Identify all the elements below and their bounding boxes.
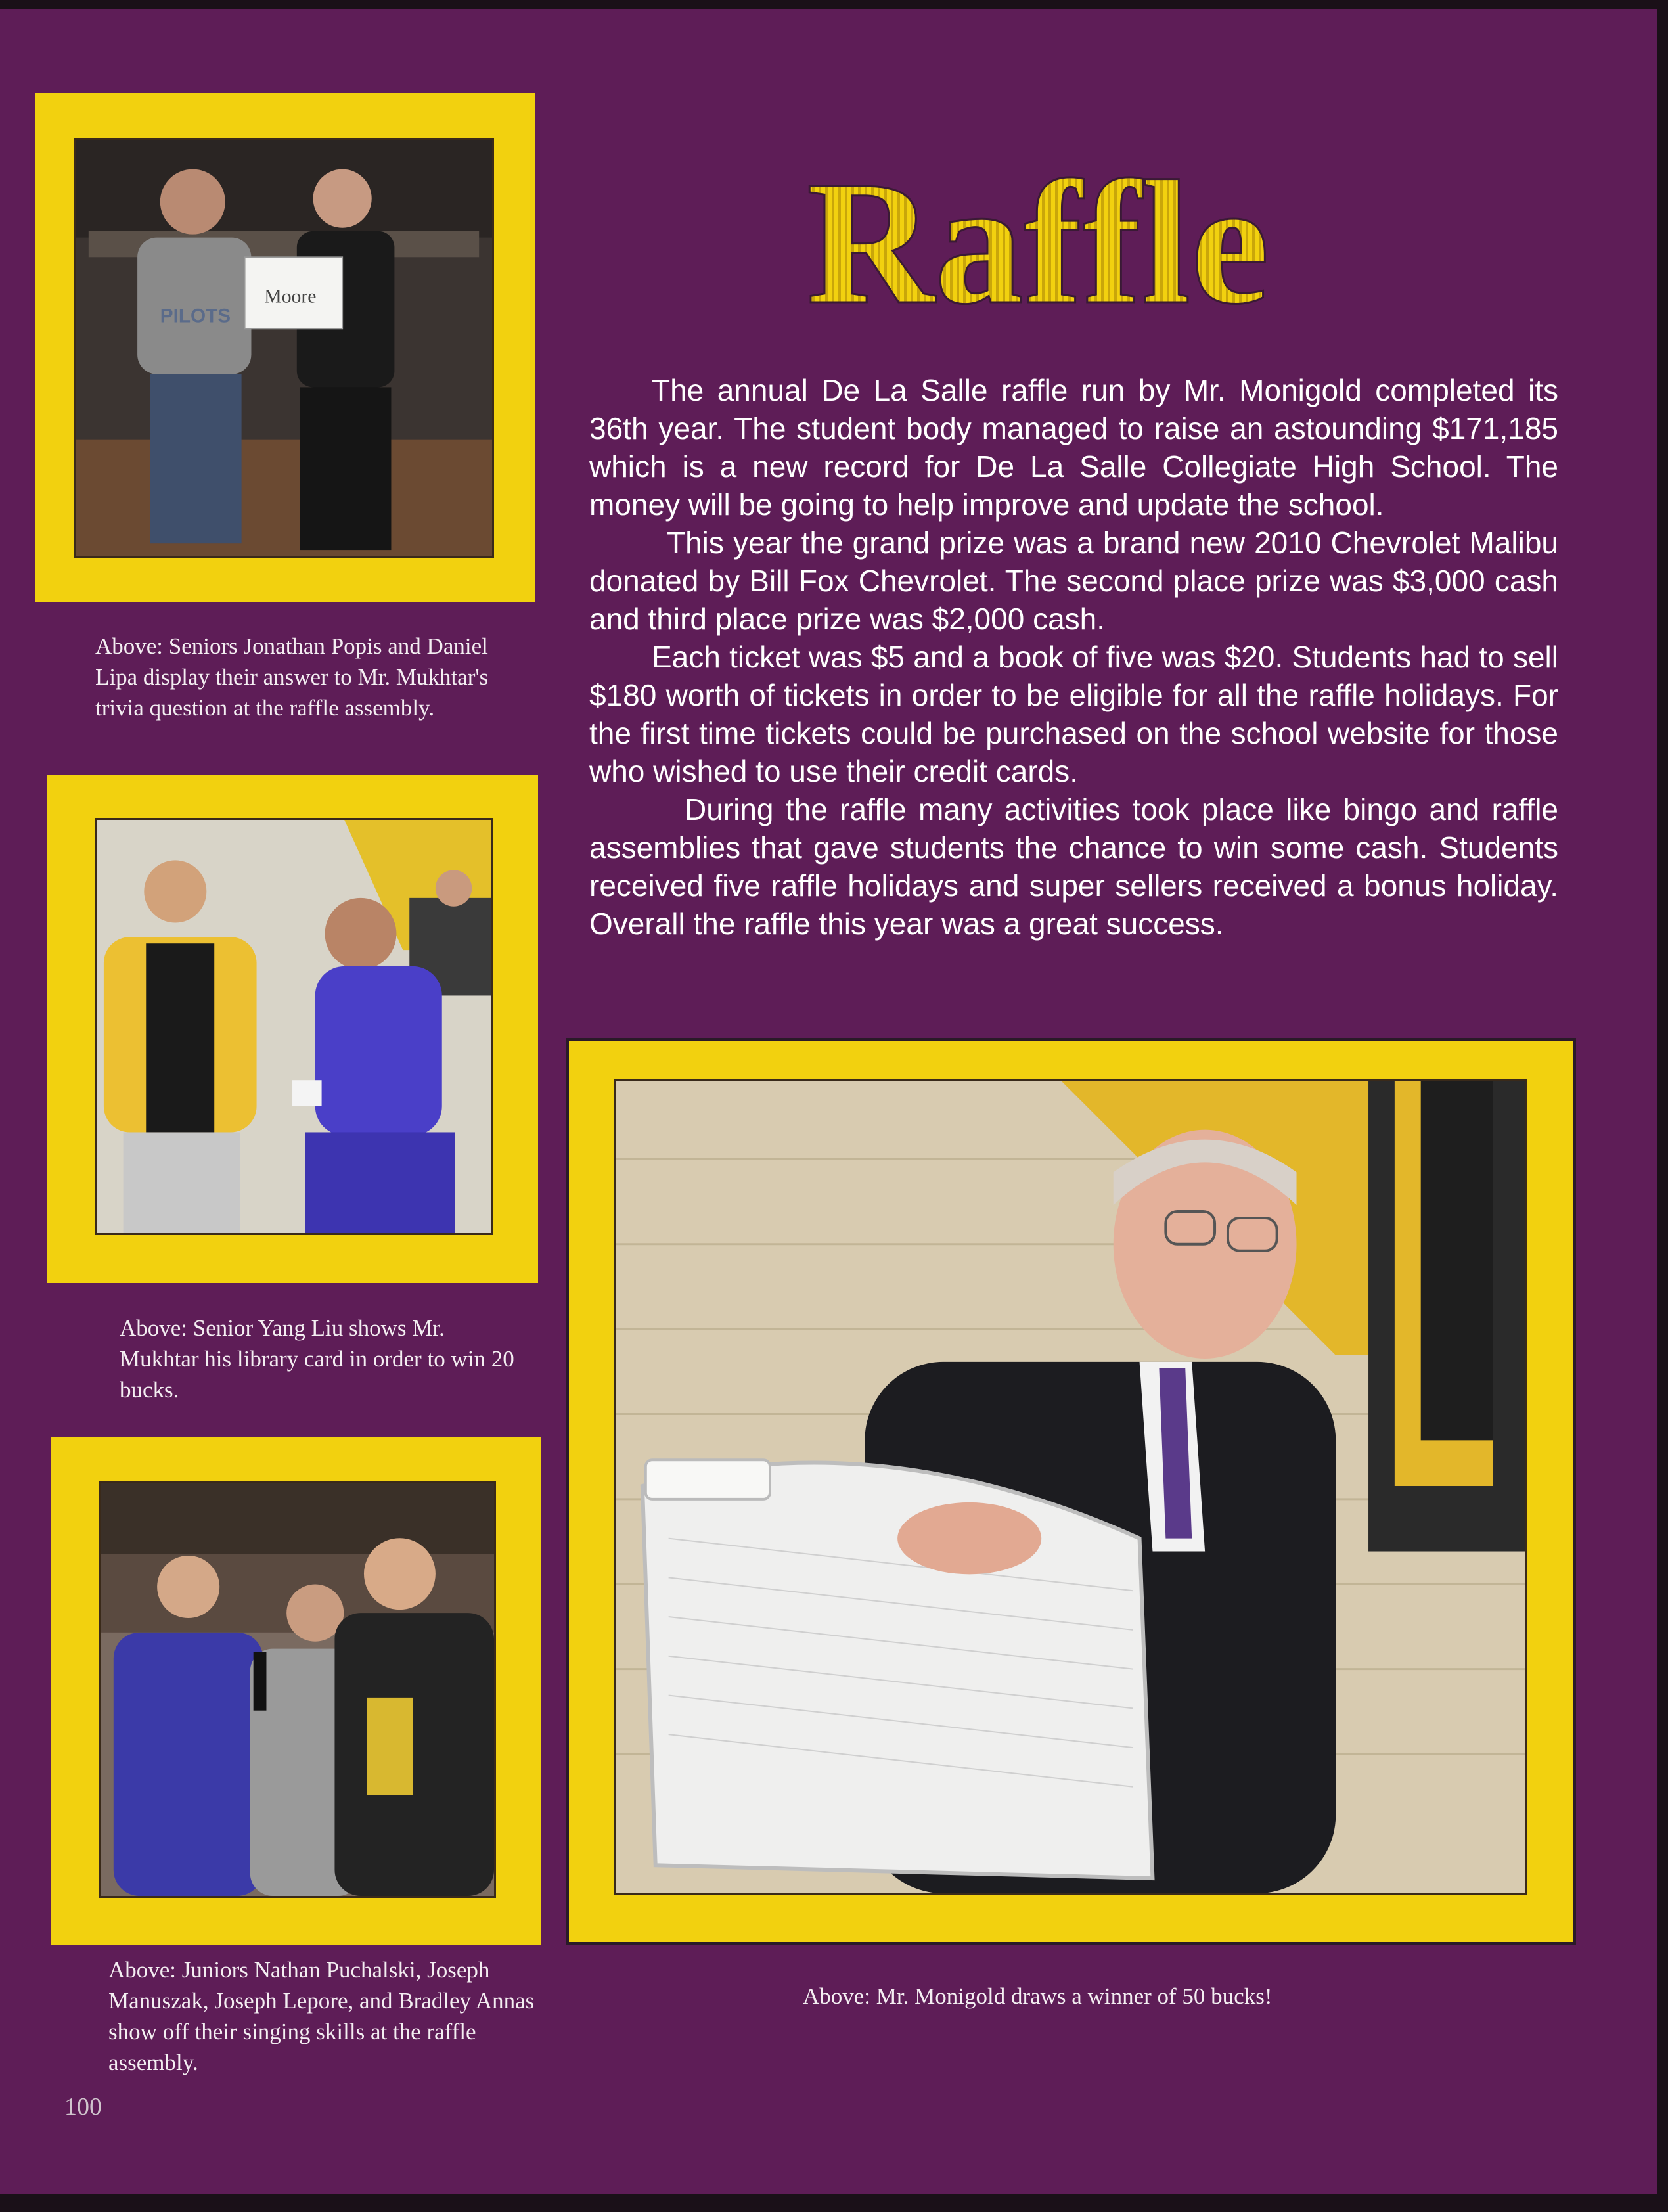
caption-photo-1: Above: Seniors Jonathan Popis and Daniel Lipa display their answer to Mr. Mukhtar's trivia question at the raffle assembly. xyxy=(95,633,489,721)
photo-juniors-singing xyxy=(99,1481,496,1898)
caption-photo-4: Above: Mr. Monigold draws a winner of 50 bucks! xyxy=(803,1983,1273,2009)
scan-edge-right xyxy=(1657,0,1668,2212)
shirt-text: PILOTS xyxy=(160,305,231,327)
whiteboard-text: Moore xyxy=(264,286,317,307)
paragraph-1: The annual De La Salle raffle run by Mr. Monigold completed its 36th year. The student body managed to raise an astounding $171,185 which is a new record for De La Salle Collegiate High School. The money will be going to help improve and update the school. xyxy=(589,373,1558,522)
caption-photo-2: Above: Senior Yang Liu shows Mr. Mukhtar his library card in order to win 20 bucks. xyxy=(120,1315,514,1403)
paragraph-2: This year the grand prize was a brand new 2010 Chevrolet Malibu donated by Bill Fox Chevrolet. The second place prize was $3,000 cash and third place prize was $2,000 cash. xyxy=(589,526,1558,636)
page-title xyxy=(742,141,1334,338)
photo-yang-liu-library-card xyxy=(95,818,493,1235)
article-body xyxy=(589,371,1558,943)
title-text: Raffle xyxy=(806,145,1270,338)
scan-edge-bottom xyxy=(0,2194,1668,2212)
scan-edge-top xyxy=(0,0,1668,9)
caption-photo-3: Above: Juniors Nathan Puchalski, Joseph Manuszak, Joseph Lepore, and Bradley Annas show off their singing skills at the raffle assembly. xyxy=(108,1957,535,2075)
photo-seniors-whiteboard xyxy=(74,138,494,558)
page-number: 100 xyxy=(64,2093,102,2121)
photo-monigold-drawing xyxy=(614,1079,1527,1895)
paragraph-4: During the raffle many activities took place like bingo and raffle assemblies that gave students the chance to win some cash. Students received five raffle holidays and super sellers received a bonus holiday. Overall the raffle this year was a great success. xyxy=(589,792,1558,941)
paragraph-3: Each ticket was $5 and a book of five was $20. Students had to sell $180 worth of tickets in order to be eligible for all the raffle holidays. For the first time tickets could be purchased on the school website for those who wished to use their credit cards. xyxy=(589,640,1558,788)
